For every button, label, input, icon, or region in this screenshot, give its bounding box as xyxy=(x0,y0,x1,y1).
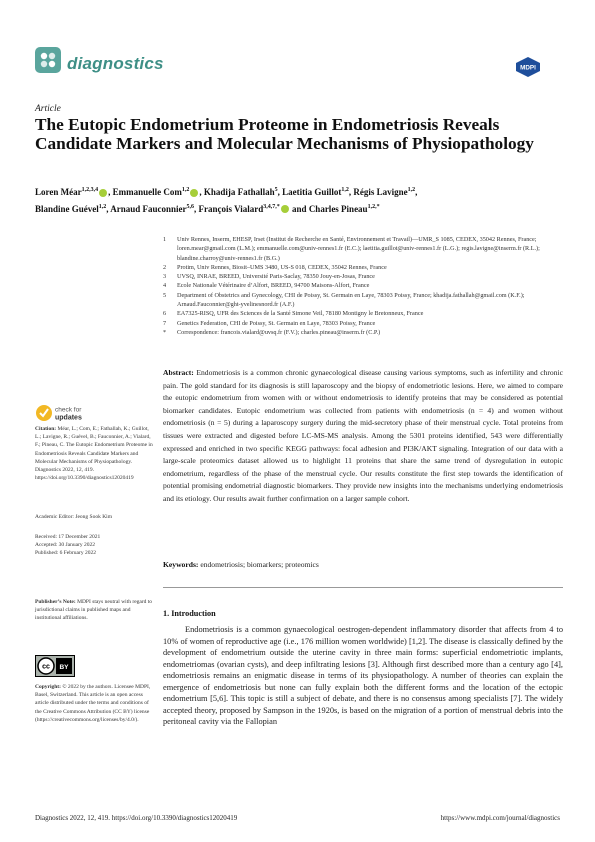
author-affiliation-sup: 1,2 xyxy=(341,187,349,193)
orcid-icon[interactable] xyxy=(190,189,198,197)
journal-logo-icon xyxy=(35,47,61,73)
affiliation-number: * xyxy=(163,328,167,336)
keywords xyxy=(163,560,563,569)
author-separator: , xyxy=(348,187,354,197)
affiliation-item xyxy=(163,328,568,337)
abstract xyxy=(163,367,563,506)
author-name[interactable]: Arnaud Fauconnier xyxy=(110,203,187,214)
author-name[interactable]: Khadija Fathallah xyxy=(203,187,275,197)
author-name[interactable]: Régis Lavigne xyxy=(353,187,408,197)
copyright-text: © 2022 by the authors. Licensee MDPI, Basel, Switzerland. This article is an open access article distributed under the terms and conditions of the Creative Commons Attribution (CC BY) license (https://creativecommons.org/licenses/by/4.0/). xyxy=(35,684,151,723)
affiliation-item xyxy=(163,319,568,328)
affiliation-number: 5 xyxy=(163,291,167,299)
author-affiliation-sup: 1,2,* xyxy=(367,203,380,210)
affiliation-item xyxy=(163,263,568,272)
affiliation-number: 6 xyxy=(163,310,167,318)
author-separator: , xyxy=(277,187,283,197)
orcid-icon[interactable] xyxy=(99,189,107,197)
affiliation-item xyxy=(163,309,568,318)
author-name[interactable]: Emmanuelle Com xyxy=(112,187,182,197)
author-affiliation-sup: 5,6 xyxy=(186,203,195,210)
affiliation-item xyxy=(163,281,568,290)
check-for-text: check for xyxy=(55,406,82,414)
affiliation-text: Correspondence: francois.vialard@uvsq.fr (F.V.); charles.pineau@inserm.fr (C.P.) xyxy=(177,328,381,336)
keywords-label: Keywords: xyxy=(163,560,199,569)
abstract-label: Abstract: xyxy=(163,368,194,377)
author-separator: , xyxy=(199,187,204,197)
footer-journal-url[interactable]: https://www.mdpi.com/journal/diagnostics xyxy=(440,814,560,822)
page-footer xyxy=(35,814,560,822)
mdpi-logo-text: MDPI xyxy=(520,64,536,72)
affiliation-text: EA7325-RISQ, UFR des Sciences de la Santé Simone Veil, 78180 Montigny le Bretonneux, France xyxy=(177,310,424,318)
publisher-note-text: MDPI stays neutral with regard to jurisdictional claims in published maps and institutional affiliations. xyxy=(35,599,153,622)
journal-name[interactable]: diagnostics xyxy=(67,54,164,73)
footer-citation[interactable]: Diagnostics 2022, 12, 419. https://doi.org/10.3390/diagnostics12020419 xyxy=(35,814,238,822)
intro-heading: 1. Introduction xyxy=(163,609,216,618)
citation-block xyxy=(35,425,153,482)
updates-text: updates xyxy=(55,414,82,422)
dates-block xyxy=(35,533,153,558)
orcid-icon[interactable] xyxy=(281,205,289,213)
affiliations xyxy=(163,235,568,337)
affiliation-text: Department of Obstetrics and Gynecology, CHI de Poissy, St. Germain en Laye, 78303 Poissy, France; khadija.fathallah@gmail.com (K.F.); Arnaud.Fauconnier@ght-yvelinesnord.fr (A.F.) xyxy=(177,291,525,309)
author-affiliation-sup: 1,2 xyxy=(181,187,190,193)
citation-text: Méar, L.; Com, E.; Fathallah, K.; Guillot, L.; Lavigne, R.; Guével, B.; Fauconnier, A.; Vialard, F.; Pineau, C. The Eutopic Endometrium Proteome in Endometriosis Reveals Candidate Markers and Molecular Mechanisms of Physiopathology. Diagnostics 2022, 12, 419. https://doi.org/10.3390/diagnostics12020419 xyxy=(35,426,153,482)
academic-editor: Academic Editor: Jeong Sook Kim xyxy=(35,514,112,520)
affiliation-item xyxy=(163,291,568,310)
affiliation-text: Protim, Univ Rennes, Biosit–UMS 3480, US-S 018, CEDEX, 35042 Rennes, France xyxy=(177,263,387,271)
intro-body: Endometriosis is a common gynaecological oestrogen-dependent inflammatory disorder that affects from 4 to 10% of women of reproductive age (i.e., 176 million women worldwide) [1,2]. The disease is classically defined by the development of endometrium outside the uterine cavity in three main forms: superficial endometriotic implants, endometriomas (ovarian cysts), and deep infiltrating lesions [3]. Although first described more than a century ago [4], endometriosis remains an enigmatic disease in terms of its physiopathology. A number of theories can explain the emergence of endometriosis but none can fully explain both the different forms and the location of the ectopic endometrium [5,6]. This topic is still a subject of debate, and there is no consensus among specialists [7]. The widely accepted theory, proposed by Sampson in the 1920s, is based on the migration of a portion of menstrual debris into the peritoneal cavity via the Fallopian xyxy=(163,625,563,726)
affiliation-number: 4 xyxy=(163,282,167,290)
author-affiliation-sup: 1,2 xyxy=(407,187,416,193)
affiliation-number: 3 xyxy=(163,273,167,281)
author-affiliation-sup: 1,2,3,4 xyxy=(81,187,99,193)
affiliation-item xyxy=(163,235,568,263)
author-name[interactable]: Laetitia Guillot xyxy=(282,187,342,197)
publisher-note-label: Publisher’s Note: xyxy=(35,599,76,605)
section-divider xyxy=(163,587,563,588)
author-separator: , xyxy=(106,203,111,214)
author-list xyxy=(35,183,555,216)
citation-label: Citation: xyxy=(35,426,57,432)
author-name[interactable]: Charles Pineau xyxy=(308,203,368,214)
author-name[interactable]: Blandine Guével xyxy=(35,203,99,214)
article-title: The Eutopic Endometrium Proteome in Endometriosis Reveals Candidate Markers and Molecular Mechanisms of Physiopathology xyxy=(35,115,534,153)
cc-text: cc xyxy=(42,663,50,671)
abstract-text: Endometriosis is a common chronic gynaecological disease causing various symptoms, such as infertility and chronic pain. The gold standard for its diagnosis is still laparoscopy and the biopsy of endometriotic lesions. Here, we aimed to compare the eutopic endometrium from women with or without endometriosis to identify proteins that may be considered as potential biomarker candidates. Eutopic endometrium was collected from patients with endometriosis (n = 4) and women without endometriosis (n = 5) during a laparoscopy surgery during the mid-secretory phase of their menstrual cycle. Total proteins from tissues were extracted and digested before LC-MS-MS analysis. Among the 5301 proteins identified, 543 were differentially expressed and enriched in two specific KEGG pathways: focal adhesion and PI3K/AKT signaling. Integration of our data with a large-scale proteomics dataset allowed us to highlight 11 proteins that share the same trend of dysregulation in eutopic endometrium, regardless of the phase of the menstrual cycle. Our results constitute the first step towards the identification of potential promising endometrial diagnostic biomarkers. They provide new insights into the mechanisms underlying endometriosis and its etiology. Our results await further confirmation on a larger sample cohort. xyxy=(163,368,563,503)
keywords-text: endometriosis; biomarkers; proteomics xyxy=(200,560,319,569)
affiliation-number: 1 xyxy=(163,236,167,243)
affiliation-item xyxy=(163,272,568,281)
received-date: Received: 17 December 2021 xyxy=(35,534,101,540)
author-name[interactable]: François Vialard xyxy=(198,203,264,214)
author-name[interactable]: Loren Méar xyxy=(35,187,82,197)
affiliation-text: Genetics Federation, CHI de Poissy, St. Germain en Laye, 78303 Poissy, France xyxy=(177,319,376,327)
author-separator: , xyxy=(415,187,418,197)
cc-by-license-icon[interactable] xyxy=(35,655,75,677)
article-type: Article xyxy=(35,104,61,114)
copyright-block xyxy=(35,683,153,724)
check-for-updates-badge[interactable] xyxy=(35,403,115,423)
author-affiliation-sup: 3,4,7,* xyxy=(263,203,280,210)
publisher-note xyxy=(35,598,153,623)
by-text: BY xyxy=(59,664,69,671)
author-separator: and xyxy=(289,203,309,214)
mdpi-logo-icon[interactable] xyxy=(516,57,540,77)
accepted-date: Accepted: 30 January 2022 xyxy=(35,542,96,549)
affiliation-text: UVSQ, INRAE, BREED, Université Paris-Saclay, 78350 Jouy-en-Josas, France xyxy=(177,273,375,281)
affiliation-number: 2 xyxy=(163,263,167,271)
affiliation-text: Ecole Nationale Vétérinaire d’Alfort, BREED, 94700 Maisons-Alfort, France xyxy=(177,282,370,290)
affiliation-text: Univ Rennes, Inserm, EHESP, Irset (Institut de Recherche en Santé, Environnement et Travail)—UMR_S 1085, CEDEX, 35042 Rennes, France; loren.mear@gmail.com (L.M.); emmanuelle.com@univ-rennes1.fr (E.C.); laetitia.guillot@univ-rennes1.fr (L.G.); regis.lavigne@inserm.fr (R.L.); blandine.charroy@univ-rennes1.fr (B.G.) xyxy=(177,236,540,262)
author-affiliation-sup: 1,2 xyxy=(98,203,107,210)
author-separator: , xyxy=(108,187,113,197)
copyright-label: Copyright: xyxy=(35,684,61,690)
author-affiliation-sup: 5 xyxy=(274,187,278,193)
author-separator: , xyxy=(194,203,199,214)
affiliation-number: 7 xyxy=(163,319,167,327)
published-date: Published: 6 February 2022 xyxy=(35,550,96,557)
